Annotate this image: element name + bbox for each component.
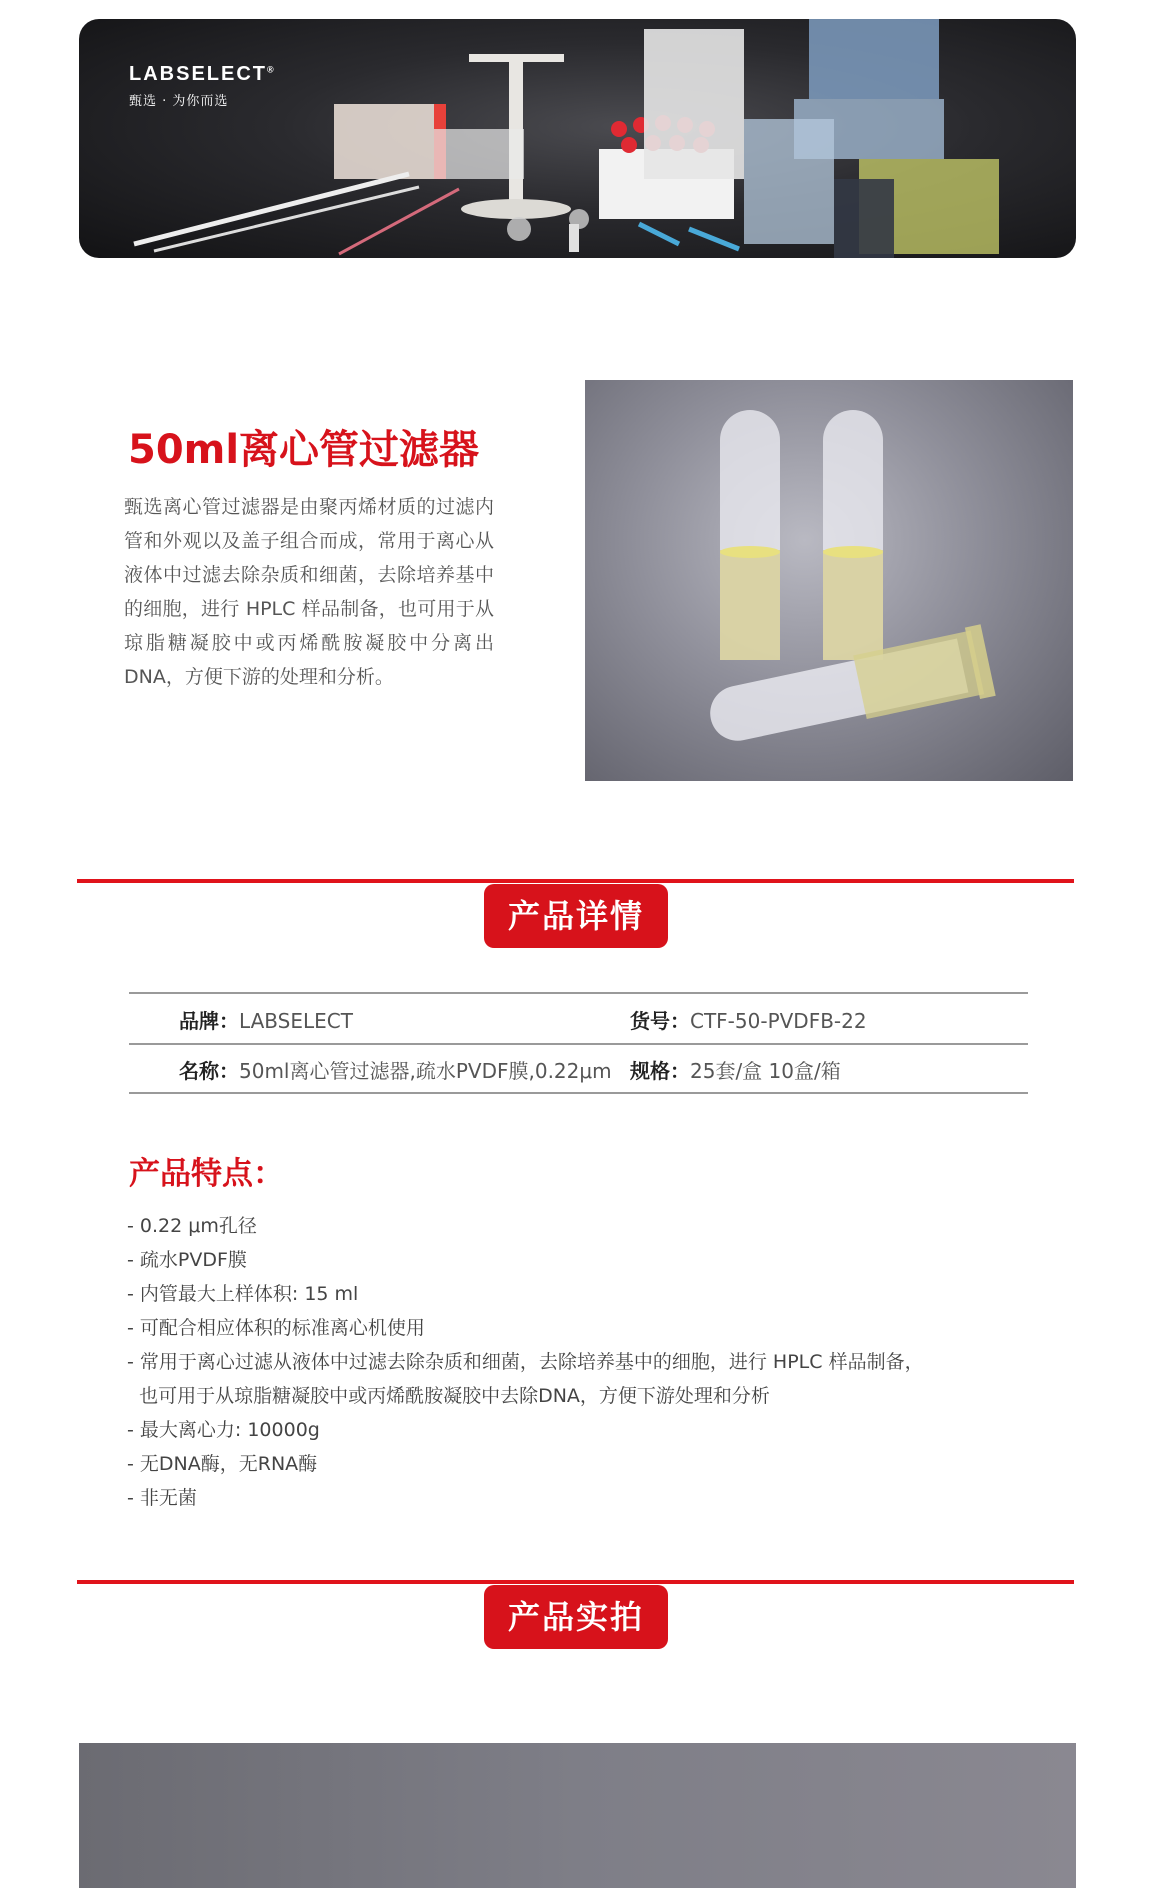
table-top-border bbox=[129, 992, 1028, 994]
section-divider bbox=[77, 1580, 1074, 1584]
photos-section-label: 产品实拍 bbox=[484, 1585, 668, 1649]
spec-value: CTF-50-PVDFB-22 bbox=[690, 1009, 867, 1033]
spec-name bbox=[179, 1055, 612, 1084]
product-real-photo bbox=[79, 1743, 1076, 1888]
spec-key: 品牌： bbox=[179, 1009, 239, 1033]
features-title: 产品特点： bbox=[129, 1156, 284, 1192]
spec-value: LABSELECT bbox=[239, 1009, 353, 1033]
brand-name: LABSELECT bbox=[129, 63, 267, 85]
hero-banner bbox=[79, 19, 1076, 258]
spec-value: 50ml离心管过滤器,疏水PVDF膜,0.22μm bbox=[239, 1059, 612, 1083]
brand-slogan: 甄选 · 为你而选 bbox=[129, 94, 229, 109]
spec-key: 货号： bbox=[630, 1009, 690, 1033]
spec-key: 规格： bbox=[630, 1059, 690, 1083]
feature-item: - 疏水PVDF膜 bbox=[127, 1249, 247, 1271]
spec-sku bbox=[630, 1005, 867, 1034]
product-title: 50ml离心管过滤器 bbox=[128, 427, 480, 473]
brand-logo bbox=[129, 63, 276, 109]
table-row-divider bbox=[129, 1043, 1028, 1045]
feature-item: - 最大离心力: 10000g bbox=[127, 1419, 320, 1441]
product-photo bbox=[585, 380, 1073, 781]
feature-item: - 0.22 μm孔径 bbox=[127, 1215, 257, 1237]
spec-brand bbox=[179, 1005, 353, 1034]
table-bottom-border bbox=[129, 1092, 1028, 1094]
features-list bbox=[127, 1209, 924, 1515]
feature-item: - 无DNA酶，无RNA酶 bbox=[127, 1453, 318, 1475]
details-section-label: 产品详情 bbox=[484, 884, 668, 948]
feature-item: - 内管最大上样体积: 15 ml bbox=[127, 1283, 359, 1305]
centrifuge-filter-image bbox=[585, 380, 1073, 781]
spec-value: 25套/盒 10盒/箱 bbox=[690, 1059, 841, 1083]
feature-item: - 常用于离心过滤从液体中过滤去除杂质和细菌，去除培养基中的细胞，进行 HPLC 样品制备， bbox=[127, 1351, 924, 1373]
registered-mark: ® bbox=[267, 64, 276, 75]
product-description: 甄选离心管过滤器是由聚丙烯材质的过滤内管和外观以及盖子组合而成，常用于离心从液体中过滤去除杂质和细菌，去除培养基中的细胞，进行 HPLC 样品制备，也可用于从琼脂糖凝胶中或丙烯酰胺凝胶中分离出DNA，方便下游的处理和分析。 bbox=[124, 496, 494, 688]
feature-item: - 可配合相应体积的标准离心机使用 bbox=[127, 1317, 425, 1339]
feature-item: - 非无菌 bbox=[127, 1487, 197, 1509]
spec-key: 名称： bbox=[179, 1059, 239, 1083]
section-divider bbox=[77, 879, 1074, 883]
product-collage-image bbox=[79, 19, 1076, 258]
spec-package bbox=[630, 1055, 841, 1084]
feature-item: 也可用于从琼脂糖凝胶中或丙烯酰胺凝胶中去除DNA，方便下游处理和分析 bbox=[127, 1385, 770, 1407]
